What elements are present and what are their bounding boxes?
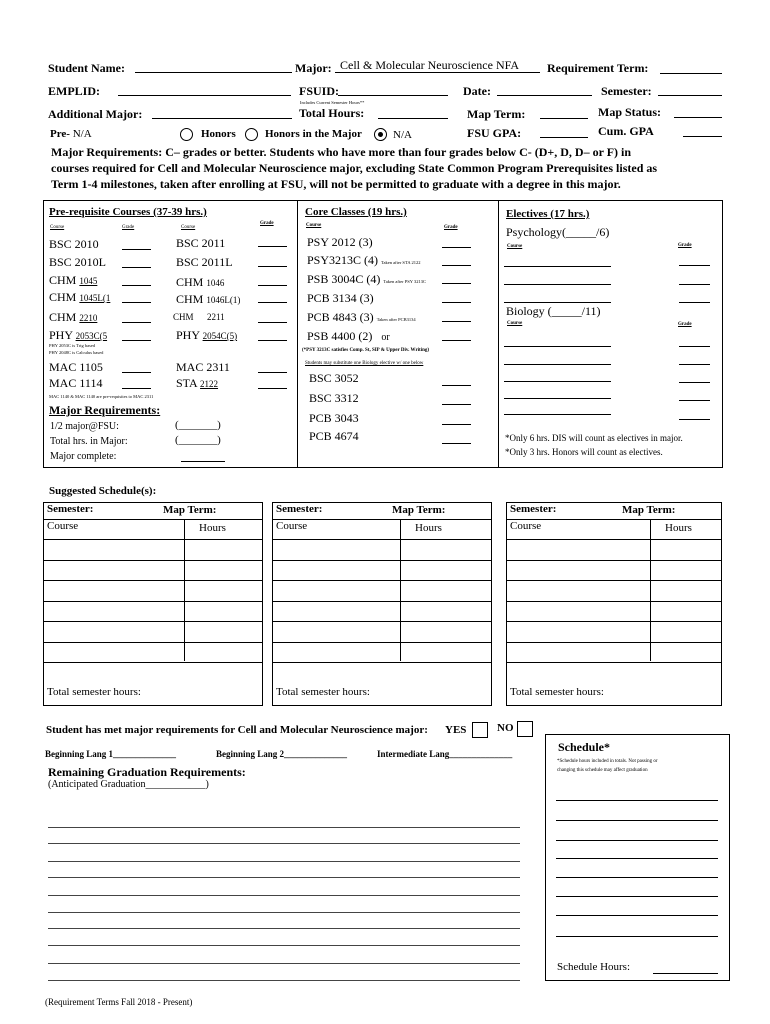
schedule-hours-hdr: Hours <box>199 522 226 534</box>
date-field[interactable] <box>497 95 592 96</box>
course-phy-2053c: PHY 2053C(5 <box>49 328 108 342</box>
no-checkbox[interactable] <box>517 721 533 737</box>
divider <box>650 519 651 661</box>
emplid-label: EMPLID: <box>48 84 100 98</box>
intermediate-lang[interactable]: Intermediate Lang______________ <box>377 749 513 759</box>
requirement-term-field[interactable] <box>660 73 722 74</box>
schedule-total-hours: Total semester hours: <box>276 686 370 698</box>
core-pcb-4843: PCB 4843 (3) Taken after PCB3134 <box>307 310 416 324</box>
includes-note: Includes Current Semester Hours** <box>300 100 365 105</box>
grade-field[interactable] <box>258 246 287 247</box>
course-bsc-2011l: BSC 2011L <box>176 255 233 269</box>
grade-field[interactable] <box>122 302 151 303</box>
grade-field[interactable] <box>258 388 287 389</box>
na-label: N/A <box>393 129 412 141</box>
requirements-line1: Major Requirements: C– grades or better. Students who have more than four grades below C- (D+, D, D– or F) in <box>51 145 632 159</box>
grade-field[interactable] <box>442 424 471 425</box>
fsuid-label: FSUID: <box>299 84 340 98</box>
schedule-row[interactable] <box>43 662 263 663</box>
yes-checkbox[interactable] <box>472 722 488 738</box>
schedule-line[interactable] <box>556 840 718 841</box>
remaining-requirement-line[interactable] <box>48 928 520 929</box>
remaining-requirement-line[interactable] <box>48 843 520 844</box>
divider <box>184 519 185 661</box>
electives-grade-hdr: Grade <box>678 322 692 327</box>
schedule-line[interactable] <box>556 915 718 916</box>
map-term-label: Map Term: <box>467 107 526 121</box>
remaining-requirement-line[interactable] <box>48 827 520 828</box>
grade-field[interactable] <box>442 404 471 405</box>
remaining-requirement-line[interactable] <box>48 945 520 946</box>
prereq-title: Pre-requisite Courses (37-39 hrs.) <box>49 206 207 218</box>
core-psy-3213c: PSY3213C (4) Taken after STA 2122 <box>307 253 421 267</box>
electives-title: Electives (17 hrs.) <box>506 208 590 220</box>
grade-field[interactable] <box>679 364 710 365</box>
grade-field[interactable] <box>679 419 710 420</box>
grade-field[interactable] <box>679 284 710 285</box>
fsuid-field[interactable] <box>338 95 448 96</box>
schedule-row[interactable] <box>43 580 263 581</box>
core-course-hdr: Course <box>306 223 322 228</box>
grade-field[interactable] <box>442 302 471 303</box>
date-label: Date: <box>463 84 491 98</box>
remaining-requirement-line[interactable] <box>48 912 520 913</box>
cum-gpa-field[interactable] <box>683 136 722 137</box>
schedule-line[interactable] <box>556 877 718 878</box>
schedule-total-hours: Total semester hours: <box>510 686 604 698</box>
no-label: NO <box>497 722 514 734</box>
grade-field[interactable] <box>258 372 287 373</box>
elective-course-field[interactable] <box>504 346 611 347</box>
schedule-note-2: changing this schedule may affect graduation <box>557 768 648 773</box>
student-name-field[interactable] <box>135 72 292 73</box>
schedule-row[interactable] <box>506 662 722 663</box>
schedule-hours-label: Schedule Hours: <box>557 961 631 973</box>
course-bsc-2010l: BSC 2010L <box>49 255 107 269</box>
remaining-requirement-line[interactable] <box>48 963 520 964</box>
schedule-table <box>43 502 263 706</box>
course-bsc-2011: BSC 2011 <box>176 236 226 250</box>
course-mac-1105: MAC 1105 <box>49 360 103 374</box>
schedule-note-1: *Schedule hours included in totals. Not passing or <box>557 759 658 764</box>
schedule-course-hdr: Course <box>276 520 308 532</box>
schedule-row[interactable] <box>43 539 263 540</box>
core-pcb-3043: PCB 3043 <box>309 411 359 425</box>
core-bsc-3312: BSC 3312 <box>309 391 359 405</box>
grade-field[interactable] <box>442 321 471 322</box>
grade-field[interactable] <box>679 382 710 383</box>
honors-in-major-radio[interactable] <box>245 128 258 141</box>
schedule-box-title: Schedule* <box>558 740 611 754</box>
met-requirements-text: Student has met major requirements for Cell and Molecular Neuroscience major: <box>46 724 428 736</box>
divider <box>498 200 499 468</box>
electives-course-hdr: Course <box>507 321 523 326</box>
schedule-hours-hdr: Hours <box>415 522 442 534</box>
course-sta-2122: STA 2122 <box>176 376 219 390</box>
course-mac-1114: MAC 1114 <box>49 376 103 390</box>
grade-field[interactable] <box>442 265 471 266</box>
total-hrs-major-label: Total hrs. in Major: <box>50 436 128 447</box>
core-grade-hdr: Grade <box>444 225 458 230</box>
requirements-line3: Term 1-4 milestones, taken after enrolling at FSU, will not be permitted to graduate with a degree in this major. <box>51 177 621 191</box>
grade-field[interactable] <box>679 346 710 347</box>
divider <box>506 519 722 520</box>
additional-major-label: Additional Major: <box>48 107 143 121</box>
grade-field[interactable] <box>122 340 151 341</box>
fsu-gpa-label: FSU GPA: <box>467 126 522 140</box>
fsu-gpa-field[interactable] <box>540 137 588 138</box>
remaining-requirements-title: Remaining Graduation Requirements: <box>48 765 246 779</box>
grade-field[interactable] <box>679 302 710 303</box>
remaining-requirement-line[interactable] <box>48 877 520 878</box>
footer-requirement-terms: (Requirement Terms Fall 2018 - Present) <box>45 997 193 1007</box>
grade-field[interactable] <box>122 372 151 373</box>
phy-note-2: PHY 2048C is Calculus based <box>49 350 104 355</box>
grade-field[interactable] <box>442 443 471 444</box>
grade-field[interactable] <box>122 285 151 286</box>
grade-field[interactable] <box>258 285 287 286</box>
schedule-line[interactable] <box>556 800 718 801</box>
schedule-map-term-label: Map Term: <box>622 504 676 516</box>
course-chm-2210: CHM 2210 <box>49 310 98 324</box>
core-title: Core Classes (19 hrs.) <box>305 206 407 218</box>
major-field[interactable] <box>335 72 540 73</box>
grade-field[interactable] <box>122 267 151 268</box>
major-complete-label: Major complete: <box>50 451 117 462</box>
schedule-row[interactable] <box>506 539 722 540</box>
core-substitute-note: Students may substitute one Biology elective w/ one below <box>305 361 424 366</box>
elective-course-field[interactable] <box>504 381 611 382</box>
electives-note-2: *Only 3 hrs. Honors will count as electives. <box>505 447 663 457</box>
electives-course-hdr: Course <box>507 244 523 249</box>
prereq-course-hdr: Course <box>50 225 65 230</box>
requirements-line2: courses required for Cell and Molecular Neuroscience major, excluding State Common Program Prerequisites listed as <box>51 161 658 175</box>
course-mac-2311: MAC 2311 <box>176 360 230 374</box>
yes-label: YES <box>445 724 467 736</box>
schedule-row[interactable] <box>506 560 722 561</box>
schedule-row[interactable] <box>43 560 263 561</box>
core-bsc-3052: BSC 3052 <box>309 371 359 385</box>
total-hours-label: Total Hours: <box>299 106 365 120</box>
major-complete-field[interactable] <box>181 461 225 462</box>
na-radio[interactable] <box>374 128 387 141</box>
schedule-line[interactable] <box>556 936 718 937</box>
elective-course-field[interactable] <box>504 266 611 267</box>
half-major-field[interactable]: (_______) <box>175 419 221 431</box>
schedule-row[interactable] <box>272 560 492 561</box>
elective-course-field[interactable] <box>504 414 611 415</box>
course-chm-1046l: CHM 1046L(1) <box>176 292 241 306</box>
elective-course-field[interactable] <box>504 302 611 303</box>
grade-field[interactable] <box>442 340 471 341</box>
grade-field[interactable] <box>122 388 151 389</box>
schedule-row[interactable] <box>43 621 263 622</box>
prereq-course-hdr: Course <box>181 225 196 230</box>
schedule-row[interactable] <box>506 580 722 581</box>
semester-field[interactable] <box>658 95 722 96</box>
core-psy-2012: PSY 2012 (3) <box>307 235 373 249</box>
elective-course-field[interactable] <box>504 284 611 285</box>
course-chm-1045l: CHM 1045L(1 <box>49 290 111 304</box>
pre-label: Pre- N/A <box>50 128 92 140</box>
half-major-label: 1/2 major@FSU: <box>50 421 119 432</box>
honors-label: Honors <box>201 128 236 140</box>
grade-field[interactable] <box>442 385 471 386</box>
schedule-hours-field[interactable] <box>653 973 718 974</box>
electives-grade-hdr: Grade <box>678 243 692 248</box>
schedule-row[interactable] <box>272 642 492 643</box>
honors-in-major-label: Honors in the Major <box>265 128 362 140</box>
beginning-lang-1[interactable]: Beginning Lang 1______________ <box>45 749 177 759</box>
schedule-table <box>272 502 492 706</box>
grade-field[interactable] <box>258 302 287 303</box>
divider <box>297 200 298 468</box>
course-chm-1045: CHM 1045 <box>49 273 98 287</box>
major-value: Cell & Molecular Neuroscience NFA <box>340 58 520 72</box>
major-requirements-title: Major Requirements: <box>49 403 161 417</box>
divider <box>43 519 263 520</box>
beginning-lang-2[interactable]: Beginning Lang 2______________ <box>216 749 348 759</box>
emplid-field[interactable] <box>118 95 291 96</box>
schedule-row[interactable] <box>506 642 722 643</box>
schedule-course-hdr: Course <box>510 520 542 532</box>
core-note: (*PSY 3213C satisfies Comp. St, SIP & Upper Div. Writing) <box>302 348 430 353</box>
schedule-row[interactable] <box>272 580 492 581</box>
phy-note-1: PHY 2053C is Trig based <box>49 343 96 348</box>
electives-note-1: *Only 6 hrs. DIS will count as electives in major. <box>505 433 683 443</box>
core-pcb-4674: PCB 4674 <box>309 429 359 443</box>
semester-label: Semester: <box>601 84 652 98</box>
prereq-grade-hdr: Grade <box>122 225 135 230</box>
core-psb-3004c: PSB 3004C (4) Taken after PSY 3213C <box>307 272 426 286</box>
divider <box>272 519 492 520</box>
grade-field[interactable] <box>679 265 710 266</box>
schedule-row[interactable] <box>506 621 722 622</box>
divider <box>400 519 401 661</box>
additional-major-field[interactable] <box>152 118 292 119</box>
schedule-row[interactable] <box>272 621 492 622</box>
total-hrs-major-field[interactable]: (_______) <box>175 434 221 446</box>
schedule-semester-label: Semester: <box>47 503 94 515</box>
grade-field[interactable] <box>258 340 287 341</box>
grade-field[interactable] <box>258 266 287 267</box>
core-psb-4400: PSB 4400 (2) or <box>307 329 390 343</box>
prereq-grade-hdr: Grade <box>260 221 274 226</box>
schedule-course-hdr: Course <box>47 520 79 532</box>
schedule-row[interactable] <box>272 662 492 663</box>
grade-field[interactable] <box>122 322 151 323</box>
map-status-field[interactable] <box>674 117 722 118</box>
remaining-requirement-line[interactable] <box>48 861 520 862</box>
psychology-label: Psychology(_____/6) <box>506 225 610 239</box>
grade-field[interactable] <box>442 247 471 248</box>
schedule-map-term-label: Map Term: <box>392 504 446 516</box>
course-chm-2211: CHM 2211 <box>173 312 225 322</box>
schedule-row[interactable] <box>43 642 263 643</box>
biology-label: Biology (_____/11) <box>506 304 601 318</box>
schedule-semester-label: Semester: <box>510 503 557 515</box>
grade-field[interactable] <box>442 283 471 284</box>
grade-field[interactable] <box>258 322 287 323</box>
schedule-row[interactable] <box>43 601 263 602</box>
schedule-line[interactable] <box>556 896 718 897</box>
schedule-map-term-label: Map Term: <box>163 504 217 516</box>
student-name-label: Student Name: <box>48 61 125 75</box>
honors-radio[interactable] <box>180 128 193 141</box>
schedule-row[interactable] <box>506 601 722 602</box>
total-hours-field[interactable] <box>378 118 448 119</box>
schedule-line[interactable] <box>556 820 718 821</box>
course-phy-2054c: PHY 2054C(5) <box>176 328 238 342</box>
mac-note: MAC 1140 & MAC 1140 are pre-requisites to MAC 2311 <box>49 394 154 399</box>
course-chm-1046: CHM 1046 <box>176 275 225 289</box>
remaining-requirement-line[interactable] <box>48 895 520 896</box>
grade-field[interactable] <box>679 400 710 401</box>
remaining-requirement-line[interactable] <box>48 980 520 981</box>
schedule-row[interactable] <box>272 601 492 602</box>
core-pcb-3134: PCB 3134 (3) <box>307 291 374 305</box>
major-label: Major: <box>295 61 332 75</box>
schedule-semester-label: Semester: <box>276 503 323 515</box>
schedule-line[interactable] <box>556 858 718 859</box>
map-status-label: Map Status: <box>598 105 662 119</box>
elective-course-field[interactable] <box>504 398 611 399</box>
anticipated-graduation[interactable]: (Anticipated Graduation____________) <box>48 779 209 790</box>
course-bsc-2010: BSC 2010 <box>49 237 99 251</box>
map-term-field[interactable] <box>540 118 588 119</box>
schedule-total-hours: Total semester hours: <box>47 686 141 698</box>
elective-course-field[interactable] <box>504 364 611 365</box>
requirement-term-label: Requirement Term: <box>547 61 649 75</box>
grade-field[interactable] <box>122 249 151 250</box>
schedule-hours-hdr: Hours <box>665 522 692 534</box>
schedule-row[interactable] <box>272 539 492 540</box>
cum-gpa-label: Cum. GPA <box>598 124 654 138</box>
suggested-schedule-title: Suggested Schedule(s): <box>49 485 157 497</box>
